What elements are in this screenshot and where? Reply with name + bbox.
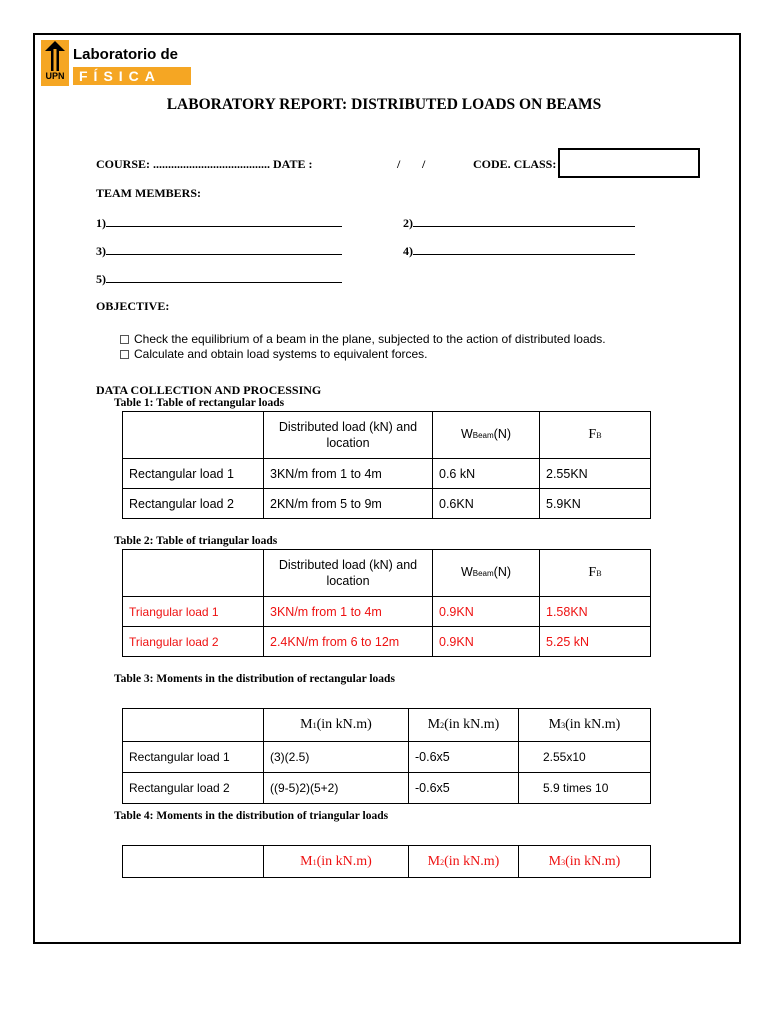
m3-unit: (in kN.m) bbox=[565, 853, 621, 869]
table-cell: 0.9KN bbox=[433, 597, 540, 627]
table-cell: 0.6 kN bbox=[433, 459, 540, 489]
table-header-cell bbox=[123, 550, 264, 597]
table-2-caption: Table 2: Table of triangular loads bbox=[114, 535, 278, 547]
m3-unit: (in kN.m) bbox=[565, 717, 621, 732]
course-date-label: COURSE: ....................................... DATE : bbox=[96, 157, 313, 171]
table-1-caption: Table 1: Table of rectangular loads bbox=[114, 397, 285, 409]
f-subscript: B bbox=[596, 569, 602, 578]
table-4 bbox=[122, 845, 651, 878]
team-member-2-field[interactable] bbox=[403, 215, 635, 231]
table-cell: Rectangular load 1 bbox=[123, 742, 264, 773]
table-cell: 2KN/m from 5 to 9m bbox=[264, 489, 433, 519]
m3-symbol: M bbox=[548, 853, 562, 869]
table-2 bbox=[122, 549, 651, 657]
table-header-cell bbox=[519, 846, 651, 878]
table-header-cell bbox=[264, 709, 409, 742]
f-symbol: F bbox=[588, 565, 597, 580]
w-subscript: Beam bbox=[472, 569, 494, 578]
m1-symbol: M bbox=[300, 853, 313, 869]
objective-label: OBJECTIVE: bbox=[96, 299, 170, 313]
table-row bbox=[123, 742, 651, 773]
table-cell: Rectangular load 2 bbox=[123, 773, 264, 804]
date-separator-1: / bbox=[397, 157, 401, 171]
team-member-3-number: 3) bbox=[96, 244, 106, 258]
objective-item-2-text: Calculate and obtain load systems to equivalent forces. bbox=[134, 347, 428, 361]
table-1 bbox=[122, 411, 651, 519]
team-member-1-field[interactable] bbox=[96, 215, 342, 231]
w-symbol: W bbox=[460, 427, 473, 441]
table-header-cell: Distributed load (kN) and location bbox=[264, 412, 433, 459]
m1-subscript: 1 bbox=[312, 857, 317, 867]
section-heading: DATA COLLECTION AND PROCESSING bbox=[96, 383, 322, 397]
table-cell: Triangular load 2 bbox=[123, 627, 264, 657]
table-cell: 3KN/m from 1 to 4m bbox=[264, 597, 433, 627]
table-cell: 3KN/m from 1 to 4m bbox=[264, 459, 433, 489]
objective-item-2 bbox=[120, 347, 428, 361]
page-title: LABORATORY REPORT: DISTRIBUTED LOADS ON BEAMS bbox=[166, 96, 602, 113]
logo-mark bbox=[41, 40, 69, 86]
m3-subscript: 3 bbox=[561, 857, 566, 867]
m3-subscript: 3 bbox=[561, 721, 566, 730]
m1-symbol: M bbox=[300, 717, 313, 732]
team-member-3-field[interactable] bbox=[96, 243, 342, 259]
up-arrow-icon bbox=[43, 41, 67, 71]
table-header-cell bbox=[540, 550, 651, 597]
table-cell: 0.9KN bbox=[433, 627, 540, 657]
code-class-label: CODE. CLASS: bbox=[473, 157, 557, 171]
code-class-field[interactable] bbox=[558, 148, 700, 178]
table-2-header-row bbox=[123, 550, 651, 597]
table-row bbox=[123, 627, 651, 657]
table-cell: -0.6x5 bbox=[409, 773, 519, 804]
team-member-5-number: 5) bbox=[96, 272, 106, 286]
date-separator-2: / bbox=[422, 157, 426, 171]
table-header-cell bbox=[433, 550, 540, 597]
checkbox-icon bbox=[120, 335, 129, 344]
table-header-cell bbox=[409, 846, 519, 878]
table-header-cell bbox=[123, 846, 264, 878]
m1-unit: (in kN.m) bbox=[316, 853, 372, 869]
table-cell: 2.55x10 bbox=[519, 742, 651, 773]
team-member-2-number: 2) bbox=[403, 216, 413, 230]
table-header-cell bbox=[123, 709, 264, 742]
w-unit: (N) bbox=[493, 427, 512, 441]
table-4-caption: Table 4: Moments in the distribution of triangular loads bbox=[114, 810, 389, 822]
m2-unit: (in kN.m) bbox=[444, 853, 500, 869]
logo-title: Laboratorio de bbox=[73, 46, 179, 63]
team-member-4-field[interactable] bbox=[403, 243, 635, 259]
table-row bbox=[123, 597, 651, 627]
m1-subscript: 1 bbox=[312, 721, 317, 730]
m2-symbol: M bbox=[427, 853, 441, 869]
f-subscript: B bbox=[596, 431, 602, 440]
table-cell: 5.25 kN bbox=[540, 627, 651, 657]
table-row bbox=[123, 489, 651, 519]
table-header-cell bbox=[123, 412, 264, 459]
team-members-label: TEAM MEMBERS: bbox=[96, 186, 201, 200]
table-cell: 5.9 times 10 bbox=[519, 773, 651, 804]
w-unit: (N) bbox=[493, 565, 512, 579]
f-symbol: F bbox=[588, 427, 597, 442]
table-header-cell bbox=[519, 709, 651, 742]
table-cell: Rectangular load 1 bbox=[123, 459, 264, 489]
logo-subtitle: FÍSICA bbox=[73, 67, 191, 85]
team-member-1-number: 1) bbox=[96, 216, 106, 230]
table-header-cell bbox=[409, 709, 519, 742]
table-cell: Triangular load 1 bbox=[123, 597, 264, 627]
table-cell: ((9-5)2)(5+2) bbox=[264, 773, 409, 804]
table-cell: 2.55KN bbox=[540, 459, 651, 489]
logo-upn-text: UPN bbox=[45, 71, 65, 81]
table-row bbox=[123, 459, 651, 489]
table-cell: 2.4KN/m from 6 to 12m bbox=[264, 627, 433, 657]
m2-unit: (in kN.m) bbox=[444, 717, 500, 732]
m3-symbol: M bbox=[548, 717, 562, 732]
table-cell: (3)(2.5) bbox=[264, 742, 409, 773]
m1-unit: (in kN.m) bbox=[316, 717, 372, 732]
table-header-cell bbox=[540, 412, 651, 459]
table-row bbox=[123, 773, 651, 804]
table-1-header-row bbox=[123, 412, 651, 459]
table-cell: 5.9KN bbox=[540, 489, 651, 519]
table-3-header-row bbox=[123, 709, 651, 742]
m2-subscript: 2 bbox=[440, 857, 445, 867]
objective-item-1 bbox=[120, 332, 606, 346]
table-3 bbox=[122, 708, 651, 804]
checkbox-icon bbox=[120, 350, 129, 359]
table-cell: -0.6x5 bbox=[409, 742, 519, 773]
logo bbox=[41, 40, 191, 86]
objective-item-1-text: Check the equilibrium of a beam in the plane, subjected to the action of distributed loads. bbox=[134, 332, 606, 346]
w-subscript: Beam bbox=[472, 431, 494, 440]
table-cell: 1.58KN bbox=[540, 597, 651, 627]
m2-subscript: 2 bbox=[440, 721, 445, 730]
table-3-caption: Table 3: Moments in the distribution of rectangular loads bbox=[114, 673, 395, 685]
team-member-5-field[interactable] bbox=[96, 271, 342, 287]
team-member-4-number: 4) bbox=[403, 244, 413, 258]
table-cell: Rectangular load 2 bbox=[123, 489, 264, 519]
table-header-cell bbox=[264, 846, 409, 878]
table-header-cell bbox=[433, 412, 540, 459]
w-symbol: W bbox=[460, 565, 473, 579]
m2-symbol: M bbox=[427, 717, 441, 732]
table-4-header-row bbox=[123, 846, 651, 878]
table-header-cell: Distributed load (kN) and location bbox=[264, 550, 433, 597]
table-cell: 0.6KN bbox=[433, 489, 540, 519]
